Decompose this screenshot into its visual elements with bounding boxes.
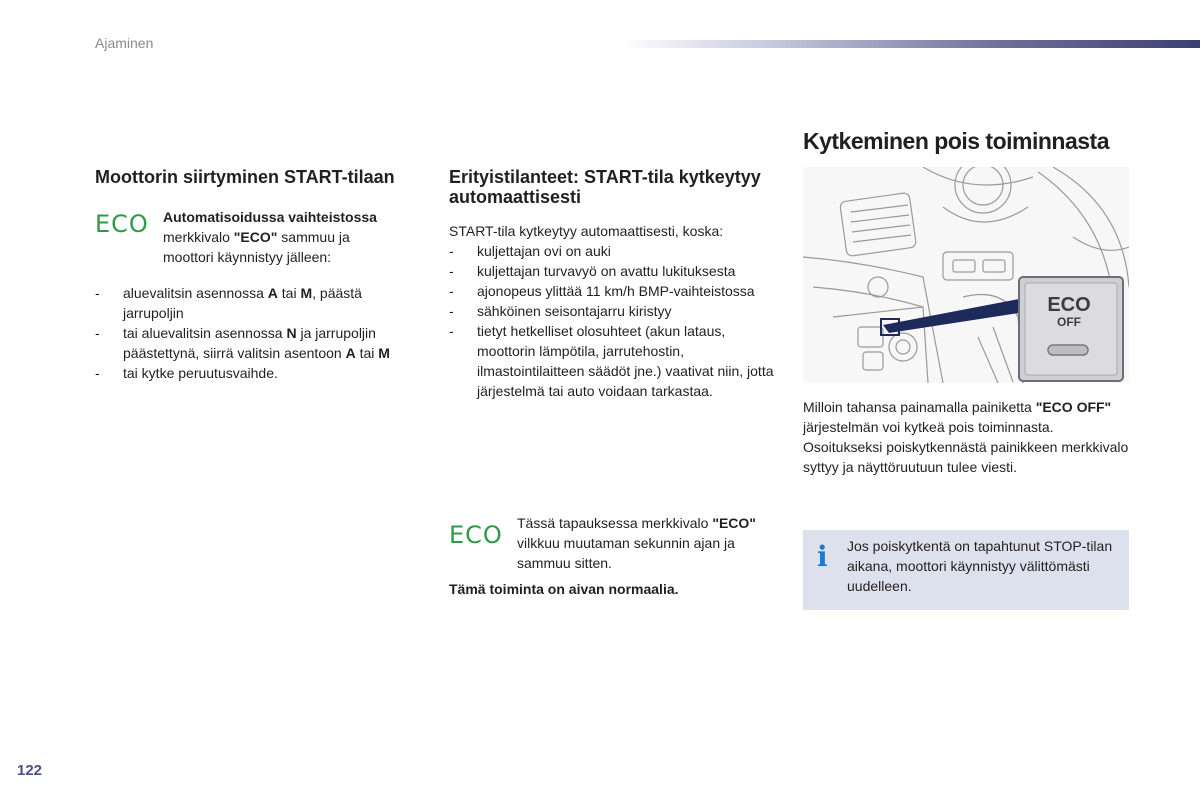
eco-indicator-icon: ECO (449, 521, 503, 549)
off-button-label: OFF (1057, 315, 1081, 329)
special-cases-list (449, 241, 779, 401)
info-box (803, 530, 1129, 610)
list-item: - ajonopeus ylittää 11 km/h BMP-vaihteistossa (449, 281, 779, 301)
eco-note-text: Automatisoidussa vaihteistossa merkkivalo "ECO" sammuu ja moottori käynnistyy jälleen: (163, 209, 377, 265)
heading-deactivation: Kytkeminen pois toiminnasta (803, 128, 1110, 154)
list-item: - kuljettajan ovi on auki (449, 241, 779, 261)
column-deactivation (803, 128, 1133, 155)
info-text: Jos poiskytkentä on tapahtunut STOP-tilan aikana, moottori käynnistyy välittömästi uudelleen. (847, 538, 1113, 594)
eco-indicator-icon: ECO (95, 210, 149, 238)
column-start-mode (95, 167, 400, 383)
list-item: - kuljettajan turvavyö on avattu lukituksesta (449, 261, 779, 281)
special-cases-intro: START-tila kytkeytyy automaattisesti, koska: (449, 223, 724, 239)
list-item: - aluevalitsin asennossa A tai M, päästä jarrupoljin (95, 283, 400, 323)
page-number: 122 (17, 762, 43, 779)
list-item: - tai kytke peruutusvaihde. (95, 363, 400, 383)
section-label: Ajaminen (95, 35, 154, 51)
column-special-cases (449, 167, 779, 401)
eco-blink-note (449, 513, 779, 573)
list-item: - sähköinen seisontajarru kiristyy (449, 301, 779, 321)
eco-note (95, 207, 400, 267)
heading-start-mode: Moottorin siirtyminen START-tilaan (95, 167, 395, 187)
eco-off-caption: Milloin tahansa painamalla painiketta "ECO OFF" järjestelmän voi kytkeä pois toiminnasta. Osoitukseksi poiskytkennästä painikkeen merkkivalo syttyy ja näyttöruutuun tulee viesti. (803, 399, 1129, 475)
restart-conditions-list (95, 283, 400, 383)
list-item: - tai aluevalitsin asennossa N ja jarrupoljin päästettynä, siirrä valitsin asentoon A tai M (95, 323, 400, 363)
heading-special-cases: Erityistilanteet: START-tila kytkeytyy automaattisesti (449, 167, 761, 207)
dashboard-drawing (803, 167, 1129, 383)
info-icon: i (817, 540, 828, 573)
eco-button-label: ECO (1047, 294, 1091, 316)
list-item: - tietyt hetkelliset olosuhteet (akun lataus, moottorin lämpötila, jarrutehostin, ilmastointilaitteen säädöt jne.) vaativat niin, jotta järjestelmä tai auto voidaan tarkastaa. (449, 321, 779, 401)
eco-blink-text: Tässä tapauksessa merkkivalo "ECO" vilkkuu muutaman sekunnin ajan ja sammuu sitten. (517, 515, 756, 571)
dashboard-illustration (803, 167, 1129, 383)
header-bar (620, 40, 1200, 48)
normal-operation-note: Tämä toiminta on aivan normaalia. (449, 581, 679, 597)
